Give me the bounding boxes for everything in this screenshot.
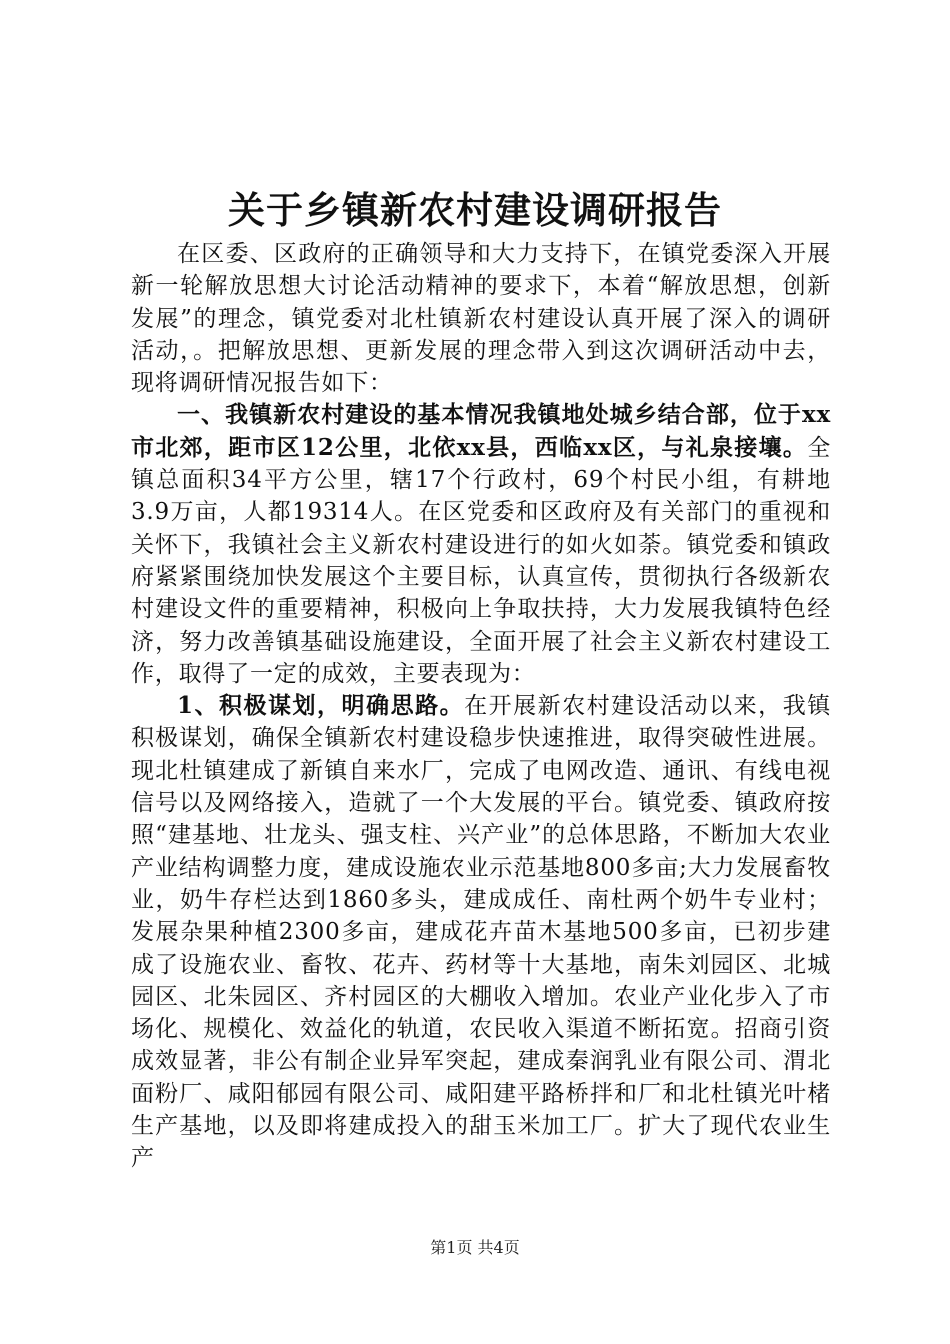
subsection-one-text: 在开展新农村建设活动以来，我镇积极谋划，确保全镇新农村建设稳步快速推进，取得突破性进展。现北杜镇建成了新镇自来水厂，完成了电网改造、通讯、有线电视信号以及网络接入，造就了一个大发展的平台。镇党委、镇政府按照“建基地、壮龙头、强支柱、兴产业”的总体思路，不断加大农业产业结构调整力度，建成设施农业示范基地800多亩;大力发展畜牧业，奶牛存栏达到1860多头，建成成任、南杜两个奶牛专业村；发展杂果种植2300多亩，建成花卉苗木基地500多亩，已初步建成了设施农业、畜牧、花卉、药材等十大基地，南朱刘园区、北城园区、北朱园区、齐村园区的大棚收入增加。农业产业化步入了市场化、规模化、效益化的轨道，农民收入渠道不断拓宽。招商引资成效显著，非公有制企业异军突起，建成秦润乳业有限公司、渭北面粉厂、咸阳郁园有限公司、咸阳建平路桥拌和厂和北杜镇光叶楮生产基地，以及即将建成投入的甜玉米加工厂。扩大了现代农业生产 (131, 693, 831, 1172)
page-number-footer: 第1页 共4页 (430, 1238, 520, 1257)
intro-paragraph (131, 238, 831, 399)
intro-paragraph-text: 在区委、区政府的正确领导和大力支持下，在镇党委深入开展新一轮解放思想大讨论活动精神的要求下，本着“解放思想，创新发展”的理念，镇党委对北杜镇新农村建设认真开展了深入的调研活动，。把解放思想、更新发展的理念带入到这次调研活动中去，现将调研情况报告如下： (131, 241, 831, 397)
document-body (131, 238, 831, 1175)
section-one-paragraph (131, 399, 831, 690)
document-title: 关于乡镇新农村建设调研报告 (228, 188, 722, 232)
subsection-one-paragraph (131, 690, 831, 1174)
section-one-heading: 一、我镇新农村建设的基本情况我镇地处城乡结合部，位于xx市北郊，距市区12公里，北依xx县，西临xx区，与礼泉接壤。 (131, 401, 831, 461)
subsection-one-heading: 1、积极谋划，明确思路。 (177, 692, 465, 720)
section-one-text: 全镇总面积34平方公里，辖17个行政村，69个村民小组，有耕地3.9万亩，人都19314人。在区党委和区政府及有关部门的重视和关怀下，我镇社会主义新农村建设进行的如火如荼。镇党委和镇政府紧紧围绕加快发展这个主要目标，认真宣传，贯彻执行各级新农村建设文件的重要精神，积极向上争取扶持，大力发展我镇特色经济，努力改善镇基础设施建设，全面开展了社会主义新农村建设工作，取得了一定的成效，主要表现为： (131, 434, 831, 687)
